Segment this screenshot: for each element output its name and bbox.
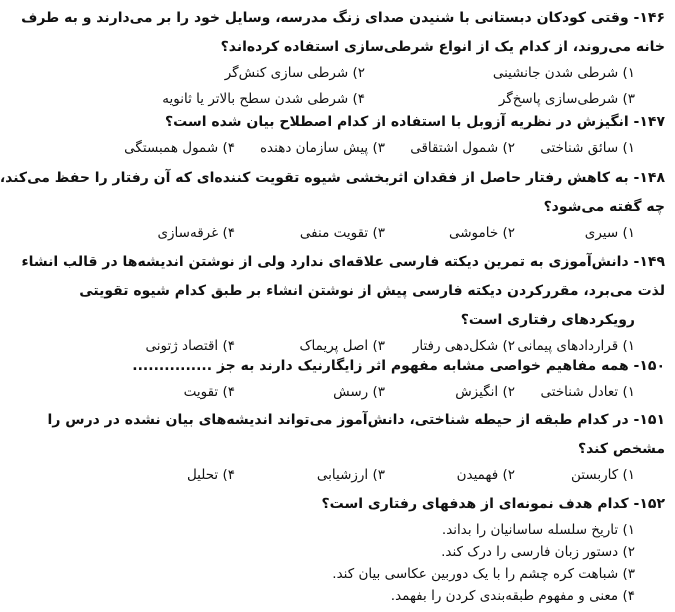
stem-line: مشخص کند؟ — [577, 441, 665, 457]
stem-line: ۱۴۷- انگیزش در نظریه آزوبل با استفاده از کدام اصطلاح بیان شده است؟ — [165, 114, 665, 130]
question-stem — [21, 4, 665, 62]
options-row — [107, 381, 665, 407]
question-146 — [21, 4, 665, 114]
option-3[interactable]: ۳) پیش سازمان دهنده — [259, 140, 385, 156]
option-1[interactable]: ۱) سائق شناختی — [540, 140, 635, 156]
option-3[interactable]: ۳) شباهت کره چشم را با یک دوربین عکاسی بیان کند. — [332, 566, 635, 582]
stem-line: ۱۵۱- در کدام طبقه از حیطه شناختی، دانش‌آموز می‌تواند اندیشه‌های بیان نشده در درس را — [47, 412, 665, 428]
option-3[interactable]: ۳) تقویت منفی — [299, 225, 385, 241]
question-stem — [107, 490, 665, 519]
option-4[interactable]: ۴) شمول همبستگی — [124, 140, 235, 156]
option-3[interactable]: ۳) اصل پریماک — [299, 338, 385, 354]
option-1[interactable]: ۱) کاربستن — [570, 467, 635, 483]
option-1[interactable]: ۱) تاریخ سلسله ساسانیان را بداند. — [441, 522, 635, 538]
option-1[interactable]: ۱) تعادل شناختی — [540, 384, 635, 400]
options-list — [107, 519, 665, 607]
option-3[interactable]: ۳) شرطی‌سازی پاسخ‌گر — [498, 91, 635, 107]
options-row — [107, 222, 665, 248]
stem-line: ۱۴۸- به کاهش رفتار حاصل از فقدان اثربخشی شیوه تقویت کننده‌ای که آن رفتار را حفظ می‌کند، — [0, 170, 665, 186]
options-row — [107, 464, 665, 490]
stem-line: ۱۴۹- دانش‌آموزی به تمرین دیکته فارسی علاقه‌ای ندارد ولی از نوشتن اندیشه‌ها در قالب انشاء — [21, 254, 665, 270]
option-2[interactable]: ۲) فهمیدن — [456, 467, 515, 483]
question-stem — [0, 164, 665, 222]
stem-line: ۱۵۰- همه مفاهیم خواصی مشابه مفهوم اثر زایگارنیک دارند به جز ............... — [132, 358, 665, 374]
options-row — [107, 62, 665, 88]
option-2[interactable]: ۲) دستور زبان فارسی را درک کند. — [441, 544, 635, 560]
option-4[interactable]: ۴) تحلیل — [186, 467, 235, 483]
option-4[interactable]: ۴) اقتصاد ژتونی — [145, 338, 235, 354]
option-1[interactable]: ۱) شرطی شدن جانشینی — [492, 65, 635, 81]
option-1[interactable]: ۱) قراردادهای پیمانی — [517, 338, 635, 354]
option-2[interactable]: ۲) خاموشی — [448, 225, 515, 241]
option-2[interactable]: ۲) شمول اشتقاقی — [410, 140, 515, 156]
option-3[interactable]: ۳) رسش — [333, 384, 385, 400]
stem-line: خانه می‌روند، از کدام یک از انواع شرطی‌سازی استفاده کرده‌اند؟ — [220, 39, 665, 55]
option-2[interactable]: ۲) شرطی سازی کنش‌گر — [224, 65, 365, 81]
question-152 — [107, 490, 665, 607]
option-4[interactable]: ۴) شرطی شدن سطح بالاتر یا ثانویه — [162, 91, 365, 107]
option-1[interactable]: ۱) سیری — [584, 225, 635, 241]
option-4[interactable]: ۴) معنی و مفهوم طبقه‌بندی کردن را بفهمد. — [390, 588, 635, 604]
stem-line: چه گفته می‌شود؟ — [543, 199, 665, 215]
stem-line: رویکردهای رفتاری است؟ — [460, 312, 635, 328]
question-stem — [21, 248, 665, 335]
question-stem — [107, 108, 665, 137]
stem-line: ۱۵۲- کدام هدف نمونه‌ای از هدفهای رفتاری است؟ — [321, 496, 665, 512]
question-stem — [47, 406, 665, 464]
options-row — [107, 137, 665, 163]
option-2[interactable]: ۲) شکل‌دهی رفتار — [412, 338, 515, 354]
option-4[interactable]: ۴) غرقه‌سازی — [157, 225, 235, 241]
option-2[interactable]: ۲) انگیزش — [455, 384, 515, 400]
question-150 — [107, 352, 665, 407]
question-151 — [47, 406, 665, 490]
question-stem — [107, 352, 665, 381]
stem-line: لذت می‌برد، مقررکردن دیکته فارسی پیش از نوشتن انشاء بر طبق کدام شیوه تقویتی — [79, 283, 665, 299]
question-148 — [0, 164, 665, 248]
question-149 — [21, 248, 665, 361]
option-4[interactable]: ۴) تقویت — [183, 384, 235, 400]
question-147 — [107, 108, 665, 163]
stem-line: ۱۴۶- وقتی کودکان دبستانی با شنیدن صدای زنگ مدرسه، وسایل خود را بر می‌دارند و به طرف — [21, 10, 665, 26]
option-3[interactable]: ۳) ارزشیابی — [316, 467, 385, 483]
